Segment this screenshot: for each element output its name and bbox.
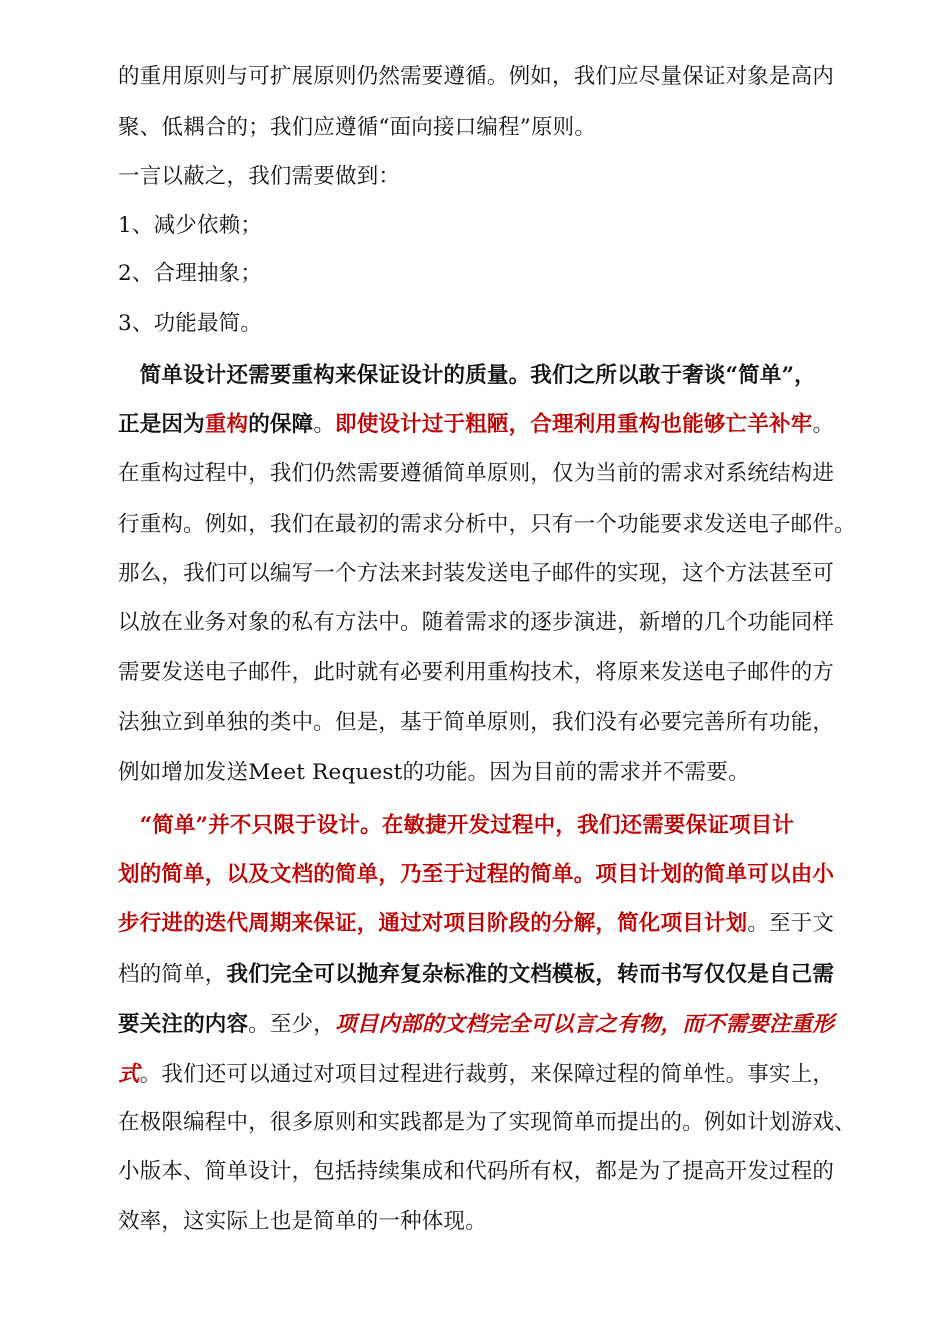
text-line bbox=[118, 909, 878, 939]
text-run: 步行进的迭代周期来保证，通过对项目阶段的分解，简化项目计划 bbox=[118, 911, 748, 936]
text-run: 法独立到单独的类中。但是，基于简单原则，我们没有必要完善所有功能， bbox=[118, 710, 835, 735]
text-line bbox=[118, 510, 878, 540]
text-line bbox=[118, 62, 878, 92]
text-run: “简单”并不只限于设计。在敏捷开发过程中，我们还需要保证项目计 bbox=[118, 813, 795, 838]
text-run: 的重用原则与可扩展原则仍然需要遵循。例如，我们应尽量保证对象是高内 bbox=[118, 64, 835, 89]
text-run: 3、功能最简。 bbox=[118, 311, 263, 336]
text-run: 即使设计过于粗陋，合理利用重构也能够亡羊补牢 bbox=[335, 412, 813, 437]
text-line bbox=[118, 410, 878, 440]
text-run: 例如增加发送Meet Request的功能。因为目前的需求并不需要。 bbox=[118, 760, 750, 785]
text-line bbox=[118, 1010, 878, 1040]
text-line bbox=[118, 1108, 878, 1138]
text-run: 的保障 bbox=[248, 412, 314, 437]
text-line bbox=[118, 658, 878, 688]
text-line bbox=[118, 708, 878, 738]
text-run: 2、合理抽象； bbox=[118, 261, 263, 286]
text-run: 。至少， bbox=[248, 1012, 336, 1037]
text-run: 重构 bbox=[204, 412, 249, 437]
text-line bbox=[118, 559, 878, 589]
text-line bbox=[118, 1060, 878, 1090]
text-run: 项目内部的文档完全可以言之有物，而不需要注重形 bbox=[335, 1012, 835, 1037]
text-run: 。我们还可以通过对项目过程进行裁剪，来保障过程的简单性。事实上， bbox=[139, 1062, 835, 1087]
text-run: 。 bbox=[313, 412, 336, 437]
text-run: 需要发送电子邮件，此时就有必要利用重构技术，将原来发送电子邮件的方 bbox=[118, 660, 835, 685]
text-run: 小版本、简单设计，包括持续集成和代码所有权，都是为了提高开发过程的 bbox=[118, 1159, 835, 1184]
text-run: 那么，我们可以编写一个方法来封装发送电子邮件的实现，这个方法甚至可 bbox=[118, 561, 835, 586]
text-run: 1、减少依赖； bbox=[118, 213, 263, 238]
text-run: 在重构过程中，我们仍然需要遵循简单原则，仅为当前的需求对系统结构进 bbox=[118, 461, 835, 486]
text-run: 简单设计还需要重构来保证设计的质量。我们之所以敢于奢谈“简单”， bbox=[118, 363, 816, 388]
text-run: 档的简单， bbox=[118, 962, 227, 987]
text-line bbox=[118, 960, 878, 990]
text-line bbox=[118, 113, 878, 143]
text-line bbox=[118, 758, 878, 788]
text-run: 正是因为 bbox=[118, 412, 205, 437]
text-line bbox=[118, 1207, 878, 1237]
text-line bbox=[118, 211, 878, 241]
text-run: 。至于文 bbox=[747, 911, 835, 936]
text-run: 以放在业务对象的私有方法中。随着需求的逐步演进，新增的几个功能同样 bbox=[118, 610, 835, 635]
text-line bbox=[118, 259, 878, 289]
text-line bbox=[118, 459, 878, 489]
text-run: 一言以蔽之，我们需要做到： bbox=[118, 164, 401, 189]
text-line bbox=[118, 860, 878, 890]
text-run: 行重构。例如，我们在最初的需求分析中，只有一个功能要求发送电子邮件。 bbox=[118, 512, 856, 537]
text-line bbox=[118, 1157, 878, 1187]
text-run: 。 bbox=[812, 412, 835, 437]
text-run: 式 bbox=[118, 1062, 140, 1087]
text-line bbox=[118, 361, 878, 391]
text-line bbox=[118, 162, 878, 192]
text-line bbox=[118, 309, 878, 339]
text-run: 我们完全可以抛弃复杂标准的文档模板，转而书写仅仅是自己需 bbox=[226, 962, 835, 987]
text-line bbox=[118, 608, 878, 638]
text-run: 要关注的内容 bbox=[118, 1012, 249, 1037]
text-run: 效率，这实际上也是简单的一种体现。 bbox=[118, 1209, 487, 1234]
text-line bbox=[118, 811, 878, 841]
text-run: 在极限编程中，很多原则和实践都是为了实现简单而提出的。例如计划游戏、 bbox=[118, 1110, 856, 1135]
text-run: 聚、低耦合的；我们应遵循“面向接口编程”原则。 bbox=[118, 115, 597, 140]
text-run: 划的简单，以及文档的简单，乃至于过程的简单。项目计划的简单可以由小 bbox=[118, 862, 835, 887]
